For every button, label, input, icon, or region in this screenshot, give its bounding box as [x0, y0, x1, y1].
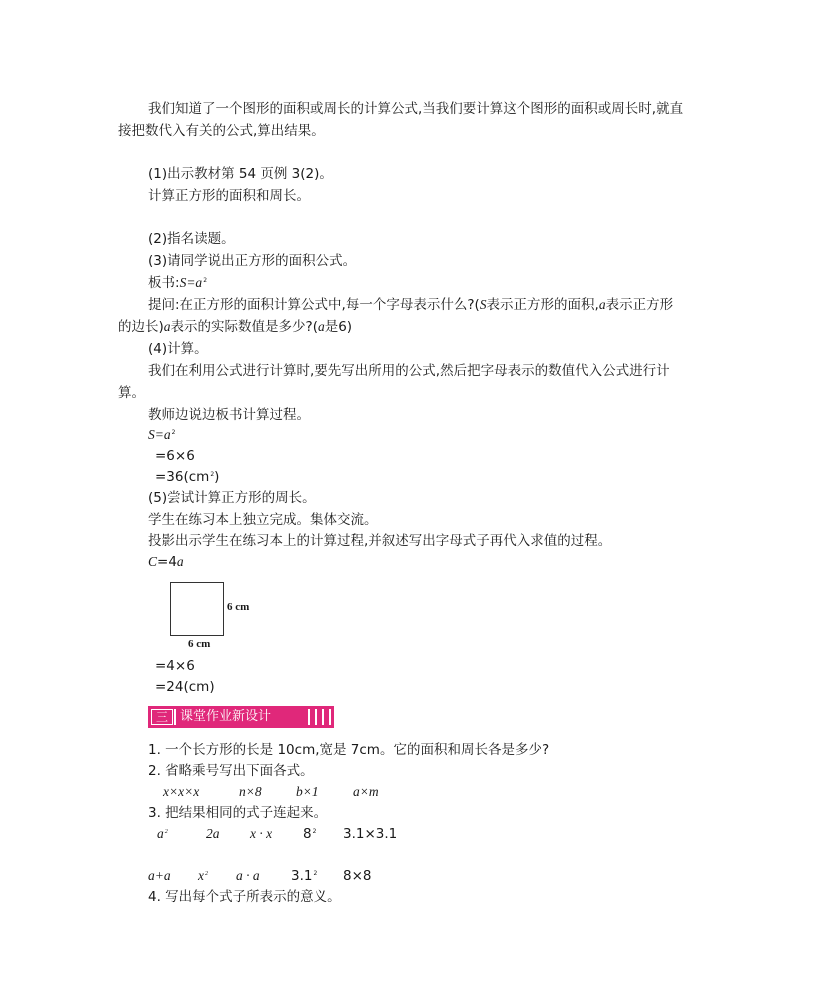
calc-result: =36(cm	[155, 469, 210, 485]
question-text: 是6)	[324, 319, 353, 335]
q3-top-item: x · x	[250, 826, 273, 841]
step2-title: (2)指名读题。	[148, 231, 235, 247]
calc-line-3	[155, 467, 219, 487]
step1-title: (1)出示教材第 54 页例 3(2)。	[148, 166, 333, 182]
teacher-note: 教师边说边板书计算过程。	[148, 407, 310, 423]
calc-line-1	[148, 425, 175, 445]
q3-exponent: 2	[164, 829, 168, 835]
q3-expr: a	[157, 826, 164, 841]
banner-stripe	[308, 709, 310, 725]
q3-top-item: 2a	[206, 826, 220, 841]
exercise-2: 2. 省略乘号写出下面各式。	[148, 763, 314, 779]
square-figure	[170, 582, 270, 652]
section-title: 课堂作业新设计	[180, 709, 272, 724]
unit-exponent: 2	[210, 471, 215, 478]
formula-a: a	[176, 554, 184, 569]
q3-exponent: 2	[313, 870, 318, 877]
step5-desc-1: 学生在练习本上独立完成。集体交流。	[148, 512, 378, 528]
q3-bottom-item: a · a	[236, 868, 260, 883]
board-formula	[148, 273, 207, 293]
exercise-1: 1. 一个长方形的长是 10cm,宽是 7cm。它的面积和周长各是多少?	[148, 742, 550, 758]
question-text: 的边长)	[118, 319, 164, 335]
question-line-2	[118, 317, 352, 337]
perimeter-formula	[148, 552, 184, 572]
q3-bottom-item	[291, 866, 317, 886]
q2-item: a×m	[353, 784, 379, 799]
formula-c: C	[148, 554, 158, 569]
question-line-1	[148, 295, 673, 315]
symbol-a: a	[163, 319, 171, 334]
side-label-right: 6 cm	[227, 601, 250, 613]
q3-bottom-item: 8×8	[343, 868, 372, 884]
calc-eq: =a	[154, 427, 171, 442]
q3-exponent: 2	[312, 828, 317, 835]
banner-stripe	[322, 709, 324, 725]
q3-expr: 3.1	[291, 868, 313, 884]
side-label-bottom: 6 cm	[188, 638, 211, 650]
q2-item: n×8	[239, 784, 262, 799]
banner-stripe	[329, 709, 331, 725]
q3-expr: 8	[303, 826, 312, 842]
q3-top-item	[303, 824, 316, 844]
symbol-a: a	[317, 319, 325, 334]
calc-exponent: 2	[171, 429, 176, 436]
q3-exponent: 2	[205, 871, 208, 877]
step4-tip-1: 我们在利用公式进行计算时,要先写出所用的公式,然后把字母表示的数值代入公式进行计	[148, 363, 670, 379]
step5-desc-2: 投影出示学生在练习本上的计算过程,并叙述写出字母式子再代入求值的过程。	[148, 533, 612, 549]
q3-bottom-item	[198, 866, 208, 886]
step3-title: (3)请同学说出正方形的面积公式。	[148, 253, 357, 269]
question-text: 提问:在正方形的面积计算公式中,每一个字母表示什么?(	[148, 297, 480, 313]
q2-item: x×x×x	[163, 784, 200, 799]
calc-line-2: =6×6	[155, 448, 195, 464]
perimeter-calc-2: =24(cm)	[155, 679, 215, 695]
banner-divider	[174, 709, 176, 725]
q2-item: b×1	[296, 784, 319, 799]
intro-line-1: 我们知道了一个图形的面积或周长的计算公式,当我们要计算这个图形的面积或周长时,就直	[148, 101, 684, 117]
step4-title: (4)计算。	[148, 341, 208, 357]
q3-expr: x	[198, 868, 204, 883]
question-text: 表示正方形的面积,	[486, 297, 599, 313]
calc-close: )	[214, 469, 220, 485]
formula-eq: =a	[186, 275, 203, 290]
symbol-s: S	[479, 297, 487, 312]
calc-s: S	[148, 427, 155, 442]
section-banner	[148, 706, 334, 728]
question-text: 表示的实际数值是多少?(	[170, 319, 318, 335]
exercise-3: 3. 把结果相同的式子连起来。	[148, 805, 328, 821]
symbol-a: a	[598, 297, 606, 312]
q3-top-item: 3.1×3.1	[343, 826, 398, 842]
intro-line-2: 接把数代入有关的公式,算出结果。	[118, 123, 325, 139]
q3-top-item	[157, 824, 168, 844]
formula-eq: =4	[157, 554, 177, 570]
q3-bottom-item: a+a	[148, 868, 171, 883]
formula-exponent: 2	[203, 277, 208, 284]
board-prefix: 板书:	[148, 275, 180, 291]
question-text: 表示正方形	[605, 297, 674, 313]
step4-tip-2: 算。	[118, 385, 145, 401]
step5-title: (5)尝试计算正方形的周长。	[148, 490, 316, 506]
section-number-badge: 三	[151, 709, 173, 725]
step1-task: 计算正方形的面积和周长。	[148, 188, 310, 204]
formula-s: S	[179, 275, 187, 290]
exercise-4: 4. 写出每个式子所表示的意义。	[148, 889, 341, 905]
square-shape	[170, 582, 224, 636]
perimeter-calc-1: =4×6	[155, 658, 195, 674]
banner-stripe	[315, 709, 317, 725]
